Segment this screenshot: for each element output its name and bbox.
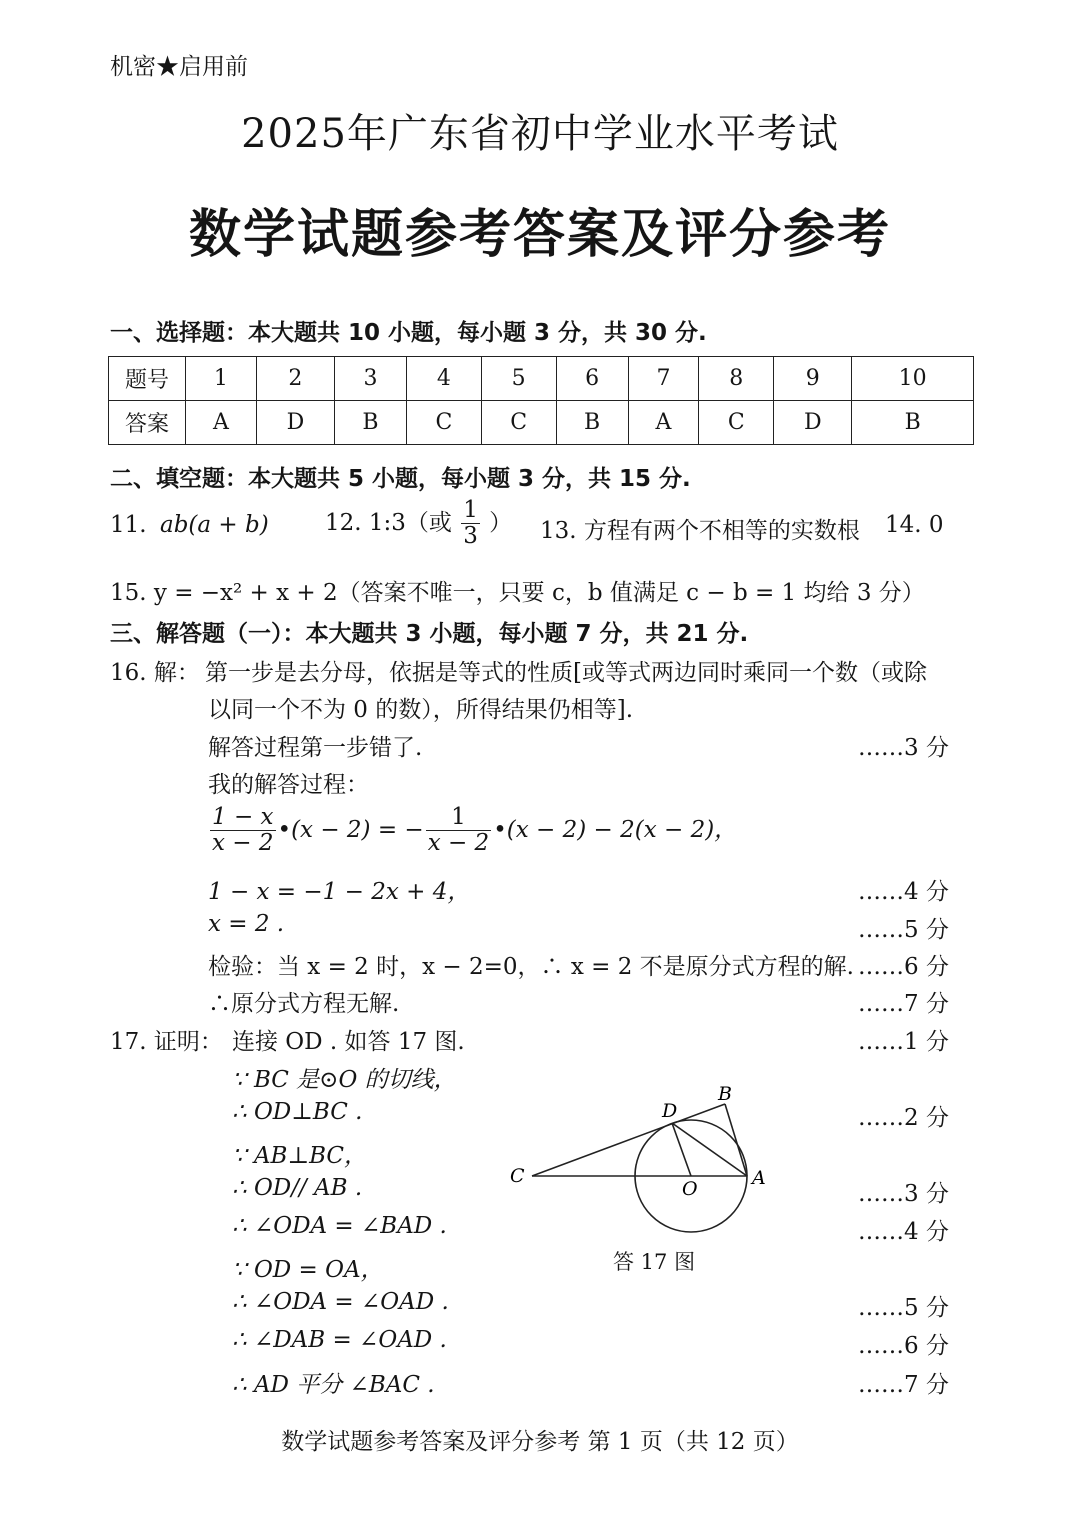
q17-step: ∴ OD// AB .	[232, 1175, 363, 1201]
page-footer: 数学试题参考答案及评分参考 第 1 页（共 12 页）	[281, 1429, 799, 1455]
table-cell: 3	[334, 357, 406, 401]
q17-step: ∴ ∠DAB = ∠OAD .	[232, 1327, 447, 1353]
confidential-label: 机密★启用前	[110, 54, 248, 80]
q17-step: ∴ ∠ODA = ∠BAD .	[232, 1213, 447, 1239]
q16-line7: 检验：当 x = 2 时，x − 2=0，∴ x = 2 不是原分式方程的解.	[208, 954, 854, 980]
table-cell: 1	[186, 357, 257, 401]
segment-da	[672, 1123, 747, 1176]
score-mark: ……6 分	[858, 1333, 949, 1359]
q14-text: 0	[928, 512, 944, 538]
score-mark: ……2 分	[858, 1105, 949, 1131]
q17-step: ∴ OD⊥BC .	[232, 1099, 363, 1125]
label-o: O	[682, 1178, 698, 1200]
q16-equation	[208, 805, 737, 857]
q16-line6: x = 2 .	[208, 911, 285, 937]
score-mark: ……7 分	[858, 1372, 949, 1398]
table-header-cell: 答案	[109, 401, 186, 445]
segment-od	[672, 1123, 691, 1176]
q17-step: ∴ ∠ODA = ∠OAD .	[232, 1289, 449, 1315]
q17-step: ∵ AB⊥BC，	[232, 1143, 368, 1169]
equation-fraction-2	[426, 805, 492, 857]
q15-number: 15.	[110, 580, 147, 606]
q17-line0: 连接 OD . 如答 17 图.	[232, 1029, 465, 1055]
q16-label: 16. 解：	[110, 660, 200, 686]
q12-text: 1:3（或	[368, 509, 452, 536]
label-a: A	[752, 1167, 766, 1189]
label-b: B	[718, 1083, 732, 1105]
fraction-denominator: x − 2	[212, 830, 274, 857]
fraction-denominator: 3	[463, 523, 478, 550]
section3-heading: 三、解答题（一）：本大题共 3 小题，每小题 7 分，共 21 分.	[110, 621, 749, 647]
table-header-cell: 题号	[109, 357, 186, 401]
answer-table	[108, 356, 974, 445]
q16-line4: 我的解答过程：	[208, 772, 369, 798]
q17-step: ∵ OD = OA，	[232, 1257, 384, 1283]
q12-fraction	[461, 498, 480, 550]
table-cell: C	[406, 401, 481, 445]
q12-close: ）	[489, 509, 513, 536]
equation-end: •(x − 2) − 2(x − 2)，	[493, 816, 738, 843]
fraction-numerator: 1	[463, 497, 478, 523]
fraction-numerator: 1 − x	[212, 804, 274, 830]
q17-step: ∴ AD 平分 ∠BAC .	[232, 1372, 435, 1398]
q16-line1: 第一步是去分母，依据是等式的性质[或等式两边同时乘同一个数（或除	[205, 660, 927, 686]
segment-ba	[725, 1104, 747, 1176]
label-c: C	[510, 1165, 525, 1187]
score-mark: ……5 分	[858, 917, 949, 943]
q17-label: 17. 证明：	[110, 1029, 223, 1055]
score-mark: ……3 分	[858, 735, 949, 761]
score-mark: ……3 分	[858, 1181, 949, 1207]
q14-number: 14.	[885, 512, 922, 538]
equation-fraction-1	[210, 805, 276, 857]
table-cell: 6	[556, 357, 628, 401]
table-row-answers	[109, 401, 974, 445]
score-mark: ……6 分	[858, 954, 949, 980]
fraction-numerator: 1	[426, 805, 492, 831]
table-cell: D	[256, 401, 334, 445]
q16-line2: 以同一个不为 0 的数），所得结果仍相等].	[208, 697, 634, 723]
table-cell: 8	[699, 357, 774, 401]
label-d: D	[662, 1100, 678, 1122]
score-mark: ……4 分	[858, 1219, 949, 1245]
q15-text: y = −x² + x + 2（答案不唯一，只要 c，b 值满足 c − b = 1 均给 3 分）	[153, 580, 925, 606]
table-cell: 7	[628, 357, 699, 401]
section2-heading: 二、填空题：本大题共 5 小题，每小题 3 分，共 15 分.	[110, 466, 691, 492]
q17-step: ∵ BC 是⊙O 的切线，	[232, 1067, 457, 1093]
table-cell: B	[334, 401, 406, 445]
table-cell: A	[628, 401, 699, 445]
table-cell: 4	[406, 357, 481, 401]
q16-line8: ∴原分式方程无解.	[208, 991, 400, 1017]
score-mark: ……5 分	[858, 1295, 949, 1321]
table-cell: 10	[852, 357, 974, 401]
table-cell: 9	[774, 357, 852, 401]
table-cell: 2	[256, 357, 334, 401]
q12-number: 12.	[325, 509, 362, 536]
section1-heading: 一、选择题：本大题共 10 小题，每小题 3 分，共 30 分.	[110, 320, 707, 346]
q16-line3: 解答过程第一步错了.	[208, 735, 423, 761]
q14-answer	[885, 512, 944, 538]
score-mark: ……7 分	[858, 991, 949, 1017]
q13-text: 方程有两个不相等的实数根	[583, 518, 860, 544]
score-mark: ……4 分	[858, 879, 949, 905]
q13-number: 13.	[540, 518, 577, 544]
q15-answer	[110, 574, 925, 607]
document-subtitle: 数学试题参考答案及评分参考	[188, 205, 891, 265]
q13-answer	[540, 512, 860, 545]
table-cell: B	[556, 401, 628, 445]
table-cell: C	[481, 401, 556, 445]
q16-line5: 1 − x = −1 − 2x + 4，	[208, 879, 471, 905]
table-cell: D	[774, 401, 852, 445]
table-row-question-numbers	[109, 357, 974, 401]
table-cell: C	[699, 401, 774, 445]
fraction-denominator: x − 2	[427, 830, 490, 857]
q11-answer: ab(a + b)	[160, 512, 269, 538]
q12-answer	[325, 498, 512, 550]
figure-caption: 答 17 图	[613, 1250, 696, 1274]
equation-middle: •(x − 2) = −	[277, 816, 424, 843]
table-cell: B	[852, 401, 974, 445]
exam-title: 2025年广东省初中学业水平考试	[241, 111, 839, 157]
score-mark: ……1 分	[858, 1029, 949, 1055]
table-cell: A	[186, 401, 257, 445]
q11-number: 11.	[110, 512, 147, 538]
table-cell: 5	[481, 357, 556, 401]
